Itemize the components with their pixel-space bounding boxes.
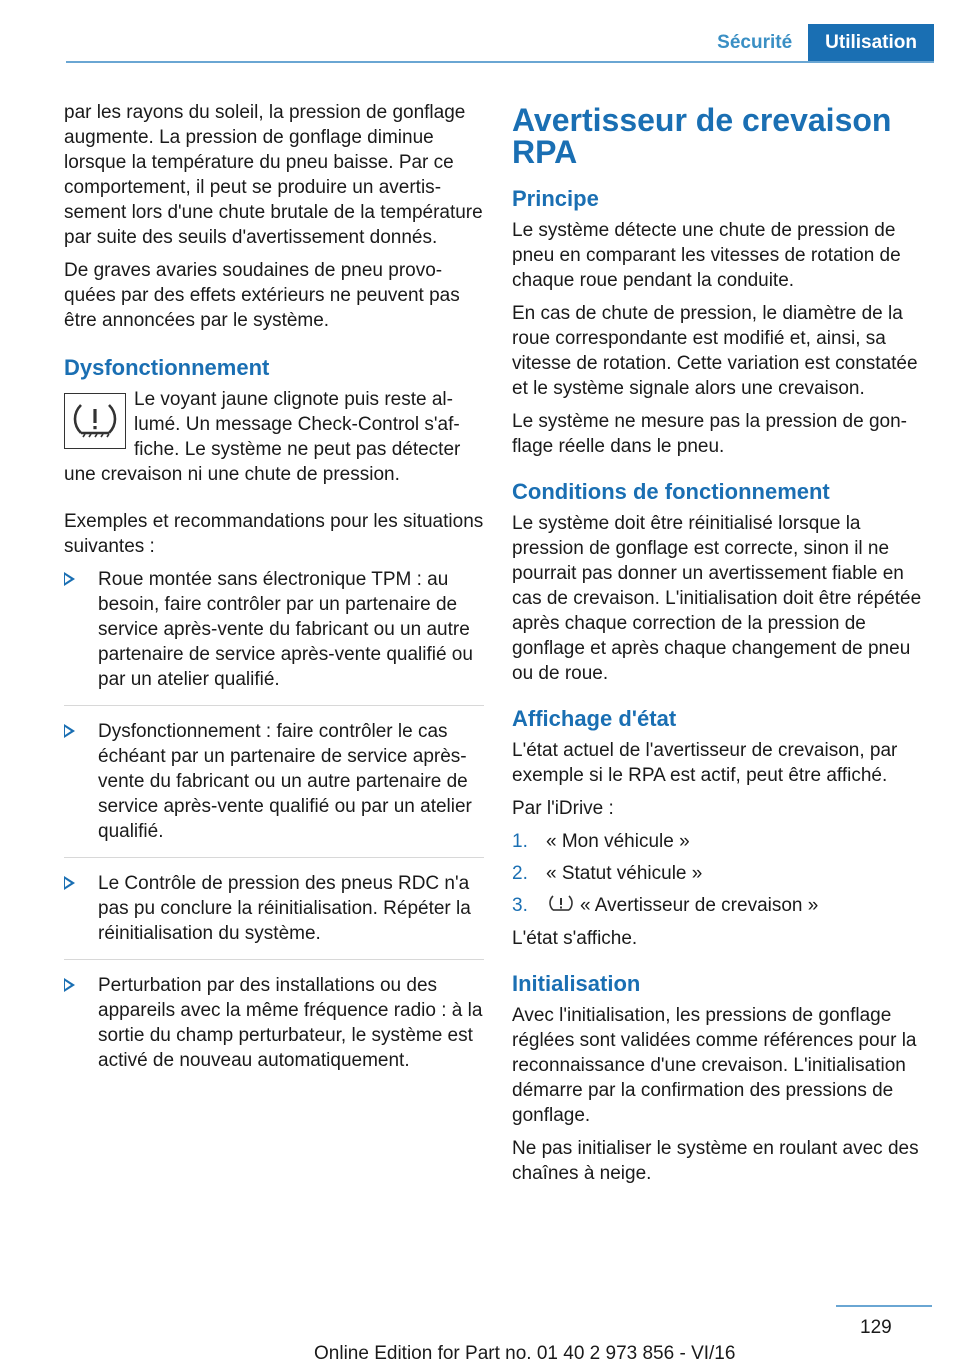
list-item-text: Roue montée sans électronique TPM : au besoin, faire contrôler par un partenaire de service après-vente du fabricant ou un autre partenaire de service après-vente qualifié ou par un atelier qualifié. [98,569,473,690]
paragraph: Le système doit être réinitialisé lorsque la pression de gonflage est correcte, sinon il ne pourrait pas donner un avertissement fiable en cas de crevaison. L'initialisation doit être répétée après chaque correction de la pression de gonflage et après chaque changement de pneu ou de roue. [512,513,922,684]
step-number: 1. [512,831,528,852]
tire-pressure-warning-icon [64,393,126,449]
paragraph: L'état s'affiche. [512,928,638,949]
list-item-text: Perturbation par des installations ou des appareils avec la même fréquence radio : à la sortie du champ perturbateur, le système est activé de nouveau automatiquement. [98,975,483,1071]
right-column [512,100,932,1194]
heading-affichage: Affichage d'état [512,706,677,731]
header-tabs [701,24,934,62]
triangle-bullet-icon [64,724,75,738]
list-item [64,871,484,960]
heading-dysfonctionnement: Dysfonctionnement [64,355,270,380]
step-number: 3. [512,895,528,916]
paragraph: Par l'iDrive : [512,798,614,819]
list-item [512,893,932,918]
list-item [64,973,484,1086]
tire-pressure-warning-icon [548,894,574,914]
triangle-bullet-icon [64,572,75,586]
tab-utilisation: Utilisation [808,24,934,62]
warning-text: Le voyant jaune clignote puis reste allumé. Un message Check-Control s'affiche. Le système ne peut pas détecter une crevaison ni une chute de pression. [64,389,461,485]
triangle-bullet-icon [64,978,75,992]
page-number: 129 [860,1317,892,1338]
paragraph: par les rayons du soleil, la pression de gonflage augmente. La pression de gonflage diminue lorsque la température du pneu baisse. Par ce comportement, il peut se produire un avertissement lors d'une chute brutale de la température par suite des seuils d'avertissement donnés. [64,102,483,248]
paragraph: Exemples et recommandations pour les situations suivantes : [64,511,484,557]
step-text: « Avertisseur de crevaison » [580,895,819,916]
paragraph: Ne pas initialiser le système en roulant avec des chaînes à neige. [512,1138,919,1184]
footer-divider [836,1305,932,1307]
header-divider [66,61,934,63]
list-item [512,829,932,854]
list-item [64,567,484,706]
paragraph: De graves avaries soudaines de pneu provoquées par des effets extérieurs ne peuvent pas être annoncées par le système. [64,260,460,331]
warning-block [64,387,484,487]
paragraph: Avec l'initialisation, les pressions de gonflage réglées sont validées comme références pour la reconnaissance d'une crevaison. L'initialisation démarre par la confirmation des pressions de gonflage. [512,1005,917,1126]
heading-initialisation: Initialisation [512,971,641,996]
heading-principe: Principe [512,186,599,211]
paragraph: Le système détecte une chute de pression de pneu en comparant les vitesses de rotation de chaque roue pendant la conduite. [512,220,901,291]
list-item [64,719,484,858]
heading-conditions: Conditions de fonctionnement [512,479,830,504]
step-number: 2. [512,863,528,884]
edition-note: Online Edition for Part no. 01 40 2 973 856 - VI/16 [314,1343,736,1364]
step-text: « Mon véhicule » [546,831,690,852]
recommendation-list [64,567,484,1086]
tab-securite: Sécurité [717,32,793,53]
list-item-text: Dysfonctionnement : faire contrôler le cas échéant par un partenaire de service après-vente du fabricant ou un autre partenaire de service après-vente qualifié ou par un atelier qualifié. [98,721,472,842]
paragraph: En cas de chute de pression, le diamètre de la roue correspondante est modifié et, ainsi, sa vitesse de rotation. Cette variation est constatée et le système signale alors une crevaison. [512,303,918,399]
paragraph: L'état actuel de l'avertisseur de crevaison, par exemple si le RPA est actif, peut être affiché. [512,740,898,786]
paragraph: Le système ne mesure pas la pression de gonflage réelle dans le pneu. [512,411,907,457]
section-title: Avertisseur de crevaison RPA [512,102,892,170]
list-item [512,861,932,886]
triangle-bullet-icon [64,876,75,890]
idrive-steps [512,829,932,918]
left-column [64,100,484,1099]
step-text: « Statut véhicule » [546,863,703,884]
list-item-text: Le Contrôle de pression des pneus RDC n'a pas pu conclure la réinitialisation. Répéter la réinitialisation du système. [98,873,471,944]
